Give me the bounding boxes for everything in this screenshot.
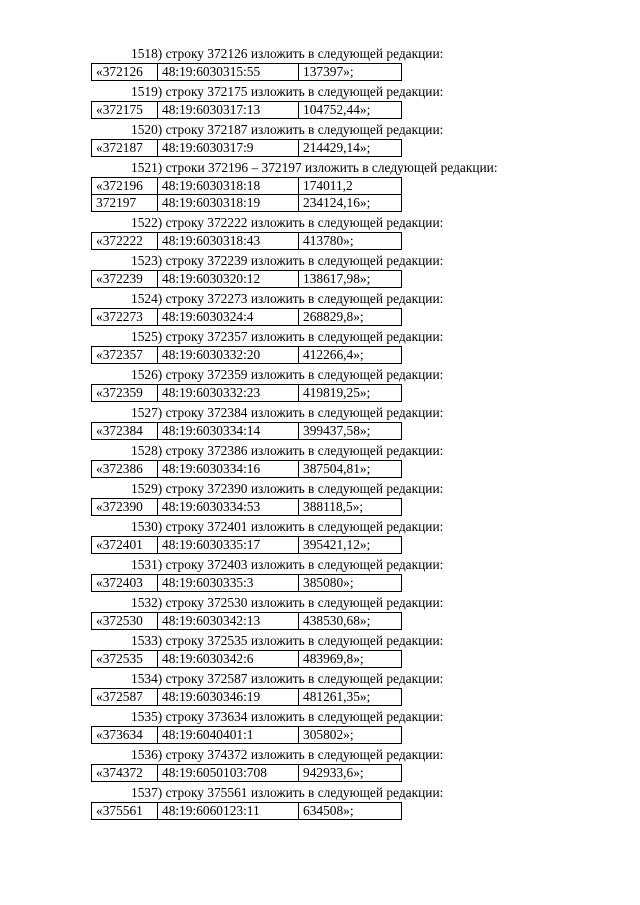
cadastral-number-cell: 48:19:6030318:18 [157,178,298,194]
table-row [91,764,402,782]
amendment-heading: 1535) строку 373634 изложить в следующей редакции: [131,709,444,724]
amendment-heading: 1529) строку 372390 изложить в следующей редакции: [131,481,444,496]
cadastral-number-cell: 48:19:6030318:19 [157,195,298,211]
cadastral-number-cell: 48:19:6030332:23 [157,385,298,401]
value-cell: 104752,44»; [298,102,401,118]
value-cell: 305802»; [298,727,401,743]
amendment-heading: 1526) строку 372359 изложить в следующей редакции: [131,367,444,382]
cadastral-number-cell: 48:19:6030342:13 [157,613,298,629]
table-row [91,177,402,195]
table-row [91,726,402,744]
number-cell: «372273 [96,309,143,324]
number-cell: 372197 [96,195,137,210]
table-row [91,650,402,668]
table-row [91,384,402,402]
number-cell: «372357 [96,347,143,362]
table-row [91,460,402,478]
amendment-heading: 1520) строку 372187 изложить в следующей редакции: [131,122,444,137]
cadastral-number-cell: 48:19:6030335:17 [157,537,298,553]
cadastral-number-cell: 48:19:6030332:20 [157,347,298,363]
number-cell: «372196 [96,178,143,193]
amendment-heading: 1523) строку 372239 изложить в следующей редакции: [131,253,444,268]
value-cell: 214429,14»; [298,140,401,156]
number-cell: «372390 [96,499,143,514]
number-cell: «372359 [96,385,143,400]
value-cell: 438530,68»; [298,613,401,629]
cadastral-number-cell: 48:19:6030334:14 [157,423,298,439]
value-cell: 399437,58»; [298,423,401,439]
value-cell: 174011,2 [298,178,401,194]
value-cell: 395421,12»; [298,537,401,553]
number-cell: «372530 [96,613,143,628]
cadastral-number-cell: 48:19:6030318:43 [157,233,298,249]
number-cell: «372222 [96,233,143,248]
table-row [91,574,402,592]
amendment-heading: 1531) строку 372403 изложить в следующей редакции: [131,557,444,572]
amendment-heading: 1530) строку 372401 изложить в следующей редакции: [131,519,444,534]
cadastral-number-cell: 48:19:6030335:3 [157,575,298,591]
number-cell: «372535 [96,651,143,666]
amendment-heading: 1519) строку 372175 изложить в следующей редакции: [131,84,444,99]
number-cell: «372384 [96,423,143,438]
amendment-heading: 1518) строку 372126 изложить в следующей редакции: [131,46,444,61]
amendment-heading: 1532) строку 372530 изложить в следующей редакции: [131,595,444,610]
amendment-heading: 1533) строку 372535 изложить в следующей редакции: [131,633,444,648]
number-cell: «372126 [96,64,143,79]
table-row [91,802,402,820]
amendment-heading: 1528) строку 372386 изложить в следующей редакции: [131,443,444,458]
number-cell: «374372 [96,765,143,780]
value-cell: 138617,98»; [298,271,401,287]
cadastral-number-cell: 48:19:6030334:16 [157,461,298,477]
cadastral-number-cell: 48:19:6030315:55 [157,64,298,80]
cadastral-number-cell: 48:19:6030346:19 [157,689,298,705]
amendment-heading: 1525) строку 372357 изложить в следующей редакции: [131,329,444,344]
table-row [91,101,402,119]
value-cell: 419819,25»; [298,385,401,401]
cadastral-number-cell: 48:19:6060123:11 [157,803,298,819]
cadastral-number-cell: 48:19:6030317:13 [157,102,298,118]
value-cell: 388118,5»; [298,499,401,515]
table-row [91,139,402,157]
value-cell: 268829,8»; [298,309,401,325]
number-cell: «372587 [96,689,143,704]
cadastral-number-cell: 48:19:6040401:1 [157,727,298,743]
value-cell: 234124,16»; [298,195,401,211]
table-row [91,346,402,364]
cadastral-number-cell: 48:19:6030320:12 [157,271,298,287]
number-cell: «372386 [96,461,143,476]
table-row [91,308,402,326]
table-row [91,270,402,288]
number-cell: «372401 [96,537,143,552]
number-cell: «372239 [96,271,143,286]
value-cell: 137397»; [298,64,401,80]
table-row [91,498,402,516]
amendment-heading: 1534) строку 372587 изложить в следующей редакции: [131,671,444,686]
cadastral-number-cell: 48:19:6030324:4 [157,309,298,325]
amendment-heading: 1521) строки 372196 – 372197 изложить в следующей редакции: [131,160,498,175]
value-cell: 413780»; [298,233,401,249]
value-cell: 387504,81»; [298,461,401,477]
number-cell: «372403 [96,575,143,590]
value-cell: 942933,6»; [298,765,401,781]
table-row [91,194,402,212]
value-cell: 483969,8»; [298,651,401,667]
table-row [91,422,402,440]
value-cell: 412266,4»; [298,347,401,363]
amendment-heading: 1527) строку 372384 изложить в следующей редакции: [131,405,444,420]
table-row [91,232,402,250]
value-cell: 634508»; [298,803,401,819]
number-cell: «372187 [96,140,143,155]
table-row [91,536,402,554]
cadastral-number-cell: 48:19:6030317:9 [157,140,298,156]
number-cell: «375561 [96,803,143,818]
amendment-heading: 1536) строку 374372 изложить в следующей редакции: [131,747,444,762]
amendment-heading: 1537) строку 375561 изложить в следующей редакции: [131,785,444,800]
table-row [91,612,402,630]
number-cell: «373634 [96,727,143,742]
amendment-heading: 1524) строку 372273 изложить в следующей редакции: [131,291,444,306]
amendment-heading: 1522) строку 372222 изложить в следующей редакции: [131,215,444,230]
number-cell: «372175 [96,102,143,117]
table-row [91,63,402,81]
value-cell: 481261,35»; [298,689,401,705]
cadastral-number-cell: 48:19:6050103:708 [157,765,298,781]
cadastral-number-cell: 48:19:6030334:53 [157,499,298,515]
value-cell: 385080»; [298,575,401,591]
table-row [91,688,402,706]
cadastral-number-cell: 48:19:6030342:6 [157,651,298,667]
